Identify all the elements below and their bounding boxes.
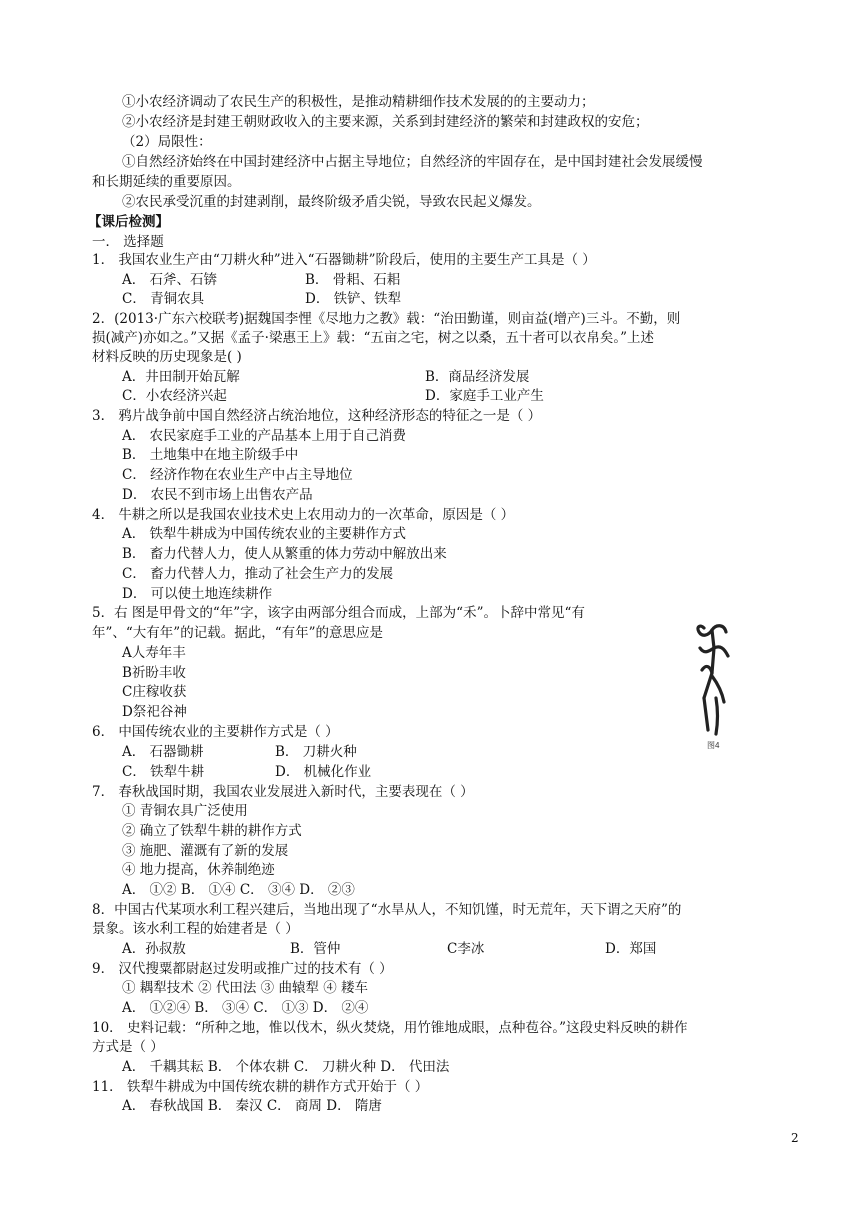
option-d: D．郑国	[605, 941, 657, 957]
option-d: D． 机械化作业	[275, 764, 372, 780]
options-row: A． 千耦其耘 B． 个体农耕 C． 刀耕火种 D． 代田法	[122, 1059, 450, 1075]
options-row: A． ①② B． ①④ C． ③④ D． ②③	[122, 882, 355, 898]
options-row: A． 春秋战国 B． 秦汉 C． 商周 D． 隋唐	[122, 1098, 382, 1114]
question-stem: 3． 鸦片战争前中国自然经济占统治地位，这种经济形态的特征之一是（ ）	[92, 408, 542, 424]
figure-caption: 图4	[707, 741, 720, 750]
option-c: C． 经济作物在农业生产中占主导地位	[122, 467, 353, 483]
question-stem: 1． 我国农业生产由“刀耕火种”进入“石器锄耕”阶段后，使用的主要生产工具是（ ）	[92, 252, 596, 268]
text-line: （2）局限性：	[122, 134, 212, 150]
text-line: ②小农经济是封建王朝财政收入的主要来源，关系到封建经济的繁荣和封建政权的安危；	[122, 114, 649, 130]
option-a: A人寿年丰	[122, 645, 186, 661]
option-d: D祭祀谷神	[122, 704, 187, 720]
text-line: ①自然经济始终在中国封建经济中占据主导地位；自然经济的牢固存在，是中国封建社会发展缓慢	[122, 154, 703, 170]
question-stem: 损(减产)亦如之。”又据《孟子·梁惠王上》载：“五亩之宅，树之以桑，五十者可以衣帛矣。”上述	[92, 330, 655, 346]
question-stem: 景象。该水利工程的始建者是（ ）	[92, 921, 299, 937]
option-d: D． 铁铲、铁犁	[305, 291, 402, 307]
question-stem: 方式是（ ）	[92, 1039, 164, 1055]
question-stem: 7． 春秋战国时期，我国农业发展进入新时代，主要表现在（ ）	[92, 784, 474, 800]
question-stem: 材料反映的历史现象是( )	[92, 349, 242, 365]
option-c: C．小农经济兴起	[122, 388, 227, 404]
option-c: C． 青铜农具	[122, 291, 205, 307]
text-line: ②农民承受沉重的封建剥削，最终阶级矛盾尖锐，导致农民起义爆发。	[122, 194, 541, 210]
option-b: B． 畜力代替人力，使人从繁重的体力劳动中解放出来	[122, 546, 447, 562]
option-a: A． 石器锄耕	[122, 744, 204, 760]
page-number: 2	[791, 1131, 799, 1145]
question-stem: 5．右 图是甲骨文的“年”字，该字由两部分组合而成，上部为“禾”。卜辞中常见“有	[92, 605, 585, 621]
oracle-bone-nian-figure	[690, 618, 738, 753]
question-stem: 11． 铁犁牛耕成为中国传统农耕的耕作方式开始于（ ）	[92, 1079, 429, 1095]
option-c: C庄稼收获	[122, 684, 187, 700]
option-a: A．井田制开始瓦解	[122, 369, 240, 385]
question-stem: 10． 史料记载：“所种之地，惟以伐木，纵火焚烧，用竹锥地成眼，点种苞谷。”这段史料反映的耕作	[92, 1020, 688, 1036]
option-a: A．孙叔敖	[122, 941, 186, 957]
text-line: 和长期延续的重要原因。	[92, 174, 241, 190]
option-a: A． 石斧、石锛	[122, 272, 218, 288]
question-stem: 2．(2013·广东六校联考)据魏国李悝《尽地力之教》载：“治田勤谨，则亩益(增产)三斗。不勤，则	[92, 311, 681, 327]
list-item: ④ 地力提高，休养制绝迹	[122, 862, 275, 878]
section-heading: 【课后检测】	[88, 214, 169, 230]
question-stem: 6． 中国传统农业的主要耕作方式是（ ）	[92, 724, 339, 740]
question-stem: 9． 汉代搜粟都尉赵过发明或推广过的技术有（ ）	[92, 961, 393, 977]
question-stem: 4． 牛耕之所以是我国农业技术史上农用动力的一次革命，原因是（ ）	[92, 507, 515, 523]
list-item: ① 青铜农具广泛使用	[122, 803, 248, 819]
option-b: B．商品经济发展	[425, 369, 530, 385]
option-b: B．管仲	[290, 941, 341, 957]
option-b: B． 刀耕火种	[275, 744, 357, 760]
part-heading: 一． 选择题	[92, 234, 164, 250]
option-b: B． 土地集中在地主阶级手中	[122, 447, 299, 463]
option-c: C李冰	[447, 941, 485, 957]
question-stem: 年”、“大有年”的记载。据此，“有年”的意思应是	[92, 625, 384, 641]
option-c: C． 畜力代替人力，推动了社会生产力的发展	[122, 566, 394, 582]
option-c: C． 铁犁牛耕	[122, 764, 205, 780]
options-row: A． ①②④ B． ③④ C． ①③ D． ②④	[122, 1000, 369, 1016]
list-item: ② 确立了铁犁牛耕的耕作方式	[122, 823, 302, 839]
option-d: D． 可以使土地连续耕作	[122, 586, 273, 602]
option-d: D． 农民不到市场上出售农产品	[122, 487, 313, 503]
option-a: A． 农民家庭手工业的产品基本上用于自己消费	[122, 428, 407, 444]
list-item: ③ 施肥、灌溉有了新的发展	[122, 843, 289, 859]
question-stem: 8．中国古代某项水利工程兴建后，当地出现了“水旱从人，不知饥馑，时无荒年，天下谓之天府”的	[92, 902, 682, 918]
option-b: B． 骨耜、石耜	[305, 272, 401, 288]
option-d: D．家庭手工业产生	[425, 388, 544, 404]
option-a: A． 铁犁牛耕成为中国传统农业的主要耕作方式	[122, 526, 407, 542]
option-b: B祈盼丰收	[122, 665, 186, 681]
items-row: ① 耦犁技术 ② 代田法 ③ 曲辕犁 ④ 耧车	[122, 980, 369, 996]
text-line: ①小农经济调动了农民生产的积极性，是推动精耕细作技术发展的的主要动力；	[122, 94, 595, 110]
